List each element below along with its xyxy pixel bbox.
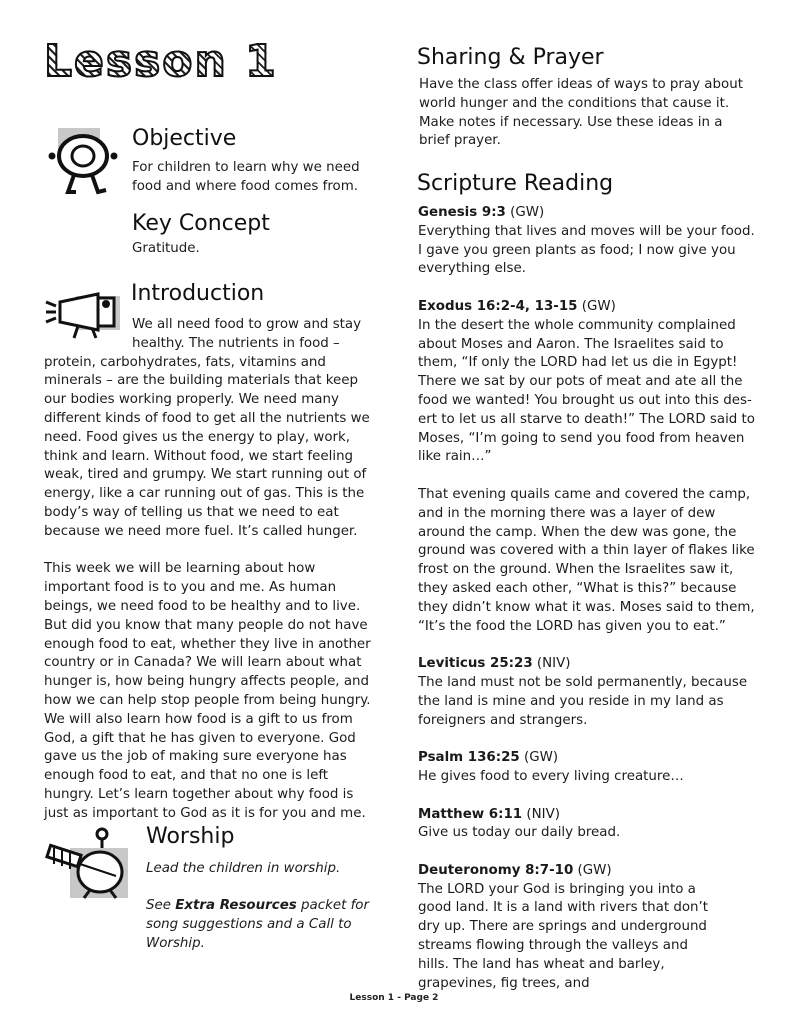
worship-line-1: Lead the children in worship. [146, 861, 341, 876]
reading-version: (GW) [573, 862, 612, 878]
reading-ref: Psalm 136:25 [418, 750, 520, 766]
reading-text-continued: That evening quails came and covered the camp, and in the morning there was a layer of dew around the camp. When the dew was gone, the ground was covered with a thin layer of flakes like frost on the ground. When the Israelites saw it, they asked each other, “What is this?” because they didn’t know what it was. Moses said to them, “It’s the food the LORD has given you to eat.” [418, 486, 755, 634]
introduction-para-2: This week we will be learning about how important food is to you and me. As human beings, we need food to be healthy and to live. But did you know that many people do not have enough food to eat, whether they live in another country or in Canada? We will learn about what hunger is, how being hungry affects people, and how we can help stop people from being hungry. We will also learn how food is a gift to us from God, a gift that he has given to everyone. God gave us the job of making sure everyone has enough food to eat, and that no one is left hungry. Let’s learn together about why food is just as important to God as it is for you and me. [44, 561, 371, 821]
key-concept-heading: Key Concept [132, 211, 270, 236]
reading-ref: Genesis 9:3 [418, 205, 506, 220]
reading-leviticus [418, 655, 758, 730]
reading-version: (GW) [519, 750, 559, 766]
reading-ref: Exodus 16:2-4, 13-15 [418, 298, 578, 314]
reading-text: In the desert the whole community complained about Moses and Aaron. The Israelites said to them, “If only the LORD had let us die in Egypt! There we sat by our pots of meat and ate all the food we wanted! You brought us out into this des-ert to let us all starve to death!” The LORD said to Moses, “I’m going to send you food from heaven like rain…” [418, 317, 755, 465]
reading-exodus [418, 298, 758, 636]
reading-text: He gives food to every living creature… [418, 768, 684, 784]
reading-text: Everything that lives and moves will be your food. I gave you green plants as food; I now give you everything else. [418, 223, 755, 277]
reading-version: (GW) [505, 205, 545, 220]
objective-heading: Objective [132, 126, 237, 151]
worship-line-2 [146, 897, 378, 953]
worship-heading: Worship [146, 824, 235, 849]
worship-line-2-post: packet for song suggestions and a Call to Worship. [146, 898, 369, 951]
sharing-prayer-heading: Sharing & Prayer [417, 45, 604, 70]
reading-version: (NIV) [522, 806, 560, 822]
reading-genesis [418, 204, 758, 279]
scripture-reading-heading: Scripture Reading [417, 171, 614, 196]
reading-deuteronomy [418, 862, 758, 994]
scripture-readings [418, 204, 758, 993]
reading-ref: Deuteronomy 8:7-10 [418, 862, 574, 878]
guitar-character-icon [44, 826, 130, 900]
page-footer: Lesson 1 - Page 2 [349, 993, 439, 1003]
introduction-heading: Introduction [131, 281, 265, 306]
reading-version: (GW) [577, 298, 616, 314]
reading-text: Give us today our daily bread. [418, 825, 621, 841]
lesson-title: Lesson 1 [44, 36, 278, 87]
key-concept-text: Gratitude. [132, 241, 200, 256]
reading-version: (NIV) [532, 656, 571, 672]
reading-text: The land must not be sold permanently, because the land is mine and you reside in my land as foreigners and strangers. [418, 674, 748, 728]
sharing-prayer-text: Have the class offer ideas of ways to pray about world hunger and the conditions that cause it. Make notes if necessary. Use these ideas in a brief prayer. [419, 77, 743, 149]
reading-matthew [418, 806, 758, 844]
worship-line-2-pre: See [146, 898, 176, 913]
target-character-icon [46, 128, 120, 200]
objective-text: For children to learn why we need food and where food comes from. [132, 160, 360, 194]
extra-resources-label: Extra Resources [175, 898, 297, 913]
reading-ref: Leviticus 25:23 [418, 656, 533, 672]
reading-text: The LORD your God is bringing you into a good land. It is a land with rivers that don’t dry up. There are springs and underground streams flowing through the valleys and hills. The land has wheat and barley, grapevines, fig trees, and [418, 881, 709, 991]
introduction-body [44, 316, 374, 824]
reading-psalm [418, 749, 758, 787]
introduction-para-1: We all need food to grow and stay healthy. The nutrients in food – protein, carbohydrates, fats, vitamins and minerals – are the building materials that keep our bodies working properly. We need many different kinds of food to get all the nutrients we need. Food gives us the energy to play, work, think and learn. Without food, we start feeling weak, tired and grumpy. We start running out of energy, like a car running out of gas. This is the body’s way of telling us that we need to eat because we need more fuel. It’s called hunger. [44, 317, 370, 539]
reading-ref: Matthew 6:11 [418, 806, 523, 822]
